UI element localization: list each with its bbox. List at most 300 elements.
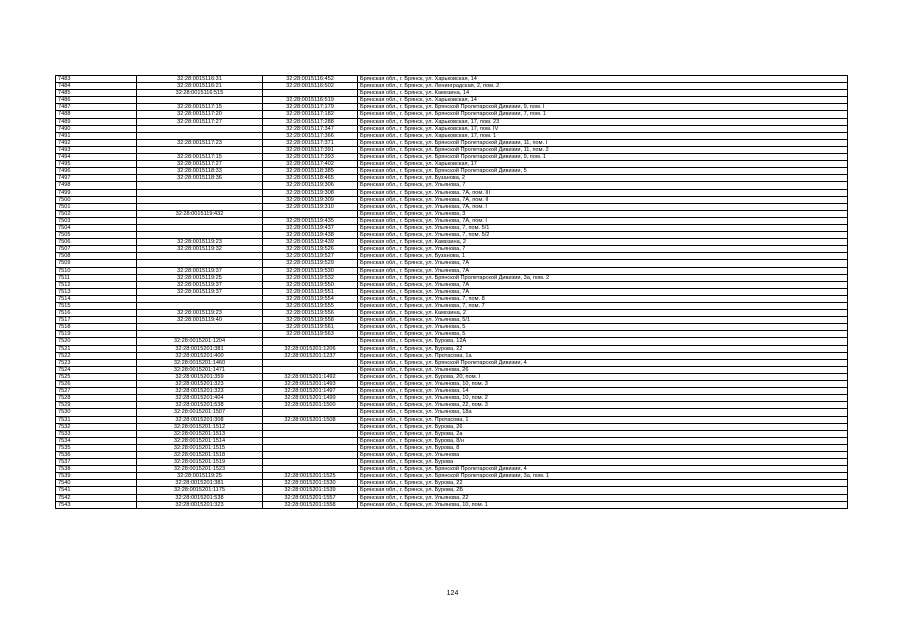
object-cadastral-number-cell: 32:28:0015118:385 bbox=[263, 168, 358, 175]
land-cadastral-number-cell: 32:28:0015118:36 bbox=[137, 175, 263, 182]
row-number-cell: 7530 bbox=[56, 409, 137, 416]
address-cell: Брянская обл., г. Брянск, ул. Брянской Пролетарской Дивизии, 7, пом. 1 bbox=[358, 111, 848, 118]
row-number-cell: 7510 bbox=[56, 267, 137, 274]
table-row bbox=[56, 416, 848, 423]
object-cadastral-number-cell bbox=[263, 90, 358, 97]
address-cell: Брянская обл., г. Брянск, ул. Ульянова, 3 bbox=[358, 210, 848, 217]
object-cadastral-number-cell bbox=[263, 430, 358, 437]
row-number-cell: 7503 bbox=[56, 217, 137, 224]
object-cadastral-number-cell: 32:28:0015119:309 bbox=[263, 196, 358, 203]
object-cadastral-number-cell: 32:28:0015117:371 bbox=[263, 139, 358, 146]
table-row bbox=[56, 146, 848, 153]
land-cadastral-number-cell: 32:28:0015201:1519 bbox=[137, 459, 263, 466]
address-cell: Брянская обл., г. Брянск, ул. Ульянова, 7А bbox=[358, 288, 848, 295]
row-number-cell: 7506 bbox=[56, 239, 137, 246]
object-cadastral-number-cell: 32:28:0015201:1237 bbox=[263, 352, 358, 359]
table-row bbox=[56, 352, 848, 359]
row-number-cell: 7542 bbox=[56, 494, 137, 501]
land-cadastral-number-cell: 32:28:0015117:15 bbox=[137, 154, 263, 161]
table-row bbox=[56, 501, 848, 508]
object-cadastral-number-cell: 32:28:0015119:558 bbox=[263, 317, 358, 324]
table-row bbox=[56, 487, 848, 494]
table-row bbox=[56, 303, 848, 310]
land-cadastral-number-cell: 32:28:0015119:40 bbox=[137, 317, 263, 324]
address-cell: Брянская обл., г. Брянск, ул. Ульянова, 10, пом. 2 bbox=[358, 395, 848, 402]
land-cadastral-number-cell bbox=[137, 189, 263, 196]
object-cadastral-number-cell: 32:28:0015201:1530 bbox=[263, 480, 358, 487]
object-cadastral-number-cell: 32:28:0015201:1558 bbox=[263, 501, 358, 508]
land-cadastral-number-cell bbox=[137, 260, 263, 267]
object-cadastral-number-cell: 32:28:0015201:1557 bbox=[263, 494, 358, 501]
row-number-cell: 7520 bbox=[56, 338, 137, 345]
row-number-cell: 7524 bbox=[56, 366, 137, 373]
row-number-cell: 7539 bbox=[56, 473, 137, 480]
object-cadastral-number-cell bbox=[263, 437, 358, 444]
object-cadastral-number-cell: 32:28:0015119:551 bbox=[263, 288, 358, 295]
row-number-cell: 7526 bbox=[56, 381, 137, 388]
object-cadastral-number-cell: 32:28:0015119:438 bbox=[263, 232, 358, 239]
row-number-cell: 7502 bbox=[56, 210, 137, 217]
row-number-cell: 7540 bbox=[56, 480, 137, 487]
land-cadastral-number-cell: 32:28:0015201:1523 bbox=[137, 466, 263, 473]
object-cadastral-number-cell: 32:28:0015201:1539 bbox=[263, 487, 358, 494]
object-cadastral-number-cell bbox=[263, 409, 358, 416]
table-row bbox=[56, 494, 848, 501]
row-number-cell: 7543 bbox=[56, 501, 137, 508]
address-cell: Брянская обл., г. Брянск, ул. Бузанова, 1 bbox=[358, 253, 848, 260]
row-number-cell: 7534 bbox=[56, 437, 137, 444]
row-number-cell: 7492 bbox=[56, 139, 137, 146]
land-cadastral-number-cell: 32:28:0015119:37 bbox=[137, 288, 263, 295]
row-number-cell: 7509 bbox=[56, 260, 137, 267]
address-cell: Брянская обл., г. Брянск, ул. Ульянова, 7А, пом. I bbox=[358, 217, 848, 224]
land-cadastral-number-cell: 32:28:0015201:1471 bbox=[137, 366, 263, 373]
address-cell: Брянская обл., г. Брянск, ул. Протасова, 1а bbox=[358, 352, 848, 359]
address-cell: Брянская обл., г. Брянск, ул. Бурова, 22 bbox=[358, 345, 848, 352]
table-row bbox=[56, 338, 848, 345]
table-row bbox=[56, 317, 848, 324]
object-cadastral-number-cell: 32:28:0015117:391 bbox=[263, 146, 358, 153]
row-number-cell: 7541 bbox=[56, 487, 137, 494]
object-cadastral-number-cell: 32:28:0015119:529 bbox=[263, 260, 358, 267]
address-cell: Брянская обл., г. Брянск, ул. Ульянова, 5/1 bbox=[358, 317, 848, 324]
address-cell: Брянская обл., г. Брянск, ул. Бузанова, 2 bbox=[358, 175, 848, 182]
row-number-cell: 7523 bbox=[56, 359, 137, 366]
row-number-cell: 7508 bbox=[56, 253, 137, 260]
address-cell: Брянская обл., г. Брянск, ул. Бурова, 26 bbox=[358, 423, 848, 430]
address-cell: Брянская обл., г. Брянск, ул. Харьковская, 17, пом. 1 bbox=[358, 132, 848, 139]
object-cadastral-number-cell: 32:28:0015119:554 bbox=[263, 295, 358, 302]
address-cell: Брянская обл., г. Брянск, ул. Камозина, 2 bbox=[358, 310, 848, 317]
row-number-cell: 7515 bbox=[56, 303, 137, 310]
address-cell: Брянская обл., г. Брянск, ул. Бурова, 2Б bbox=[358, 487, 848, 494]
address-cell: Брянская обл., г. Брянск, ул. Ульянова, 7, пом. 5/1 bbox=[358, 224, 848, 231]
table-row bbox=[56, 232, 848, 239]
address-cell: Брянская обл., г. Брянск, ул. Ульянова, 5 bbox=[358, 324, 848, 331]
row-number-cell: 7531 bbox=[56, 416, 137, 423]
object-cadastral-number-cell: 32:28:0015117:182 bbox=[263, 111, 358, 118]
address-cell: Брянская обл., г. Брянск, ул. Бурова, 8/н bbox=[358, 437, 848, 444]
row-number-cell: 7487 bbox=[56, 104, 137, 111]
row-number-cell: 7494 bbox=[56, 154, 137, 161]
address-cell: Брянская обл., г. Брянск, ул. Протасова, 1 bbox=[358, 416, 848, 423]
row-number-cell: 7525 bbox=[56, 373, 137, 380]
address-cell: Брянская обл., г. Брянск, ул. Ульянова, 18а bbox=[358, 409, 848, 416]
table-row bbox=[56, 402, 848, 409]
table-row bbox=[56, 182, 848, 189]
table-row bbox=[56, 437, 848, 444]
table-row bbox=[56, 281, 848, 288]
table-row bbox=[56, 224, 848, 231]
table-row bbox=[56, 246, 848, 253]
object-cadastral-number-cell bbox=[263, 423, 358, 430]
object-cadastral-number-cell: 32:28:0015201:1206 bbox=[263, 345, 358, 352]
land-cadastral-number-cell: 32:28:0015119:25 bbox=[137, 274, 263, 281]
land-cadastral-number-cell: 32:28:0015119:37 bbox=[137, 281, 263, 288]
object-cadastral-number-cell: 32:28:0015201:1492 bbox=[263, 373, 358, 380]
land-cadastral-number-cell: 32:28:0015116:515 bbox=[137, 90, 263, 97]
table-row bbox=[56, 168, 848, 175]
address-cell: Брянская обл., г. Брянск, ул. Бурова, 20, пом. I bbox=[358, 373, 848, 380]
address-cell: Брянская обл., г. Брянск, ул. Ульянова, 7А bbox=[358, 260, 848, 267]
table-row bbox=[56, 203, 848, 210]
land-cadastral-number-cell: 32:28:0015201:1512 bbox=[137, 423, 263, 430]
address-cell: Брянская обл., г. Брянск, ул. Ульянова, 10, пом. 3 bbox=[358, 381, 848, 388]
table-row bbox=[56, 253, 848, 260]
address-cell: Брянская обл., г. Брянск, ул. Ульянова, 7А, пом. II bbox=[358, 196, 848, 203]
address-cell: Брянская обл., г. Брянск, ул. Брянской Пролетарской Дивизии, 3а, пом. 1 bbox=[358, 473, 848, 480]
address-cell: Брянская обл., г. Брянск, ул. Брянской Пролетарской Дивизии, 5 bbox=[358, 168, 848, 175]
land-cadastral-number-cell: 32:28:0015116:21 bbox=[137, 83, 263, 90]
address-cell: Брянская обл., г. Брянск, ул. Ульянова, 7А, пом. I bbox=[358, 203, 848, 210]
row-number-cell: 7499 bbox=[56, 189, 137, 196]
land-cadastral-number-cell bbox=[137, 203, 263, 210]
table-row bbox=[56, 359, 848, 366]
row-number-cell: 7490 bbox=[56, 125, 137, 132]
object-cadastral-number-cell: 32:28:0015201:1500 bbox=[263, 402, 358, 409]
object-cadastral-number-cell: 32:28:0015201:1497 bbox=[263, 388, 358, 395]
object-cadastral-number-cell bbox=[263, 210, 358, 217]
table-row bbox=[56, 288, 848, 295]
land-cadastral-number-cell bbox=[137, 125, 263, 132]
address-cell: Брянская обл., г. Брянск, ул. Харьковская, 14 bbox=[358, 97, 848, 104]
land-cadastral-number-cell: 32:28:0015116:31 bbox=[137, 76, 263, 83]
land-cadastral-number-cell: 32:28:0015201:1175 bbox=[137, 487, 263, 494]
object-cadastral-number-cell: 32:28:0015201:1525 bbox=[263, 473, 358, 480]
land-cadastral-number-cell bbox=[137, 324, 263, 331]
object-cadastral-number-cell bbox=[263, 444, 358, 451]
address-cell: Брянская обл., г. Брянск, ул. Бурова, 12А bbox=[358, 338, 848, 345]
land-cadastral-number-cell bbox=[137, 253, 263, 260]
address-cell: Брянская обл., г. Брянск, ул. Брянской Пролетарской Дивизии, 3а, пом. 2 bbox=[358, 274, 848, 281]
row-number-cell: 7513 bbox=[56, 288, 137, 295]
row-number-cell: 7518 bbox=[56, 324, 137, 331]
table-row bbox=[56, 459, 848, 466]
address-cell: Брянская обл., г. Брянск, ул. Ульянова, 5 bbox=[358, 331, 848, 338]
table-row bbox=[56, 466, 848, 473]
row-number-cell: 7486 bbox=[56, 97, 137, 104]
table-row bbox=[56, 473, 848, 480]
land-cadastral-number-cell: 32:28:0015201:1515 bbox=[137, 444, 263, 451]
row-number-cell: 7493 bbox=[56, 146, 137, 153]
row-number-cell: 7504 bbox=[56, 224, 137, 231]
land-cadastral-number-cell: 32:28:0015201:538 bbox=[137, 402, 263, 409]
object-cadastral-number-cell: 32:28:0015117:402 bbox=[263, 161, 358, 168]
address-cell: Брянская обл., г. Брянск, ул. Брянской Пролетарской Дивизии, 11, пом. I bbox=[358, 139, 848, 146]
object-cadastral-number-cell: 32:28:0015119:527 bbox=[263, 253, 358, 260]
object-cadastral-number-cell: 32:28:0015119:526 bbox=[263, 246, 358, 253]
row-number-cell: 7507 bbox=[56, 246, 137, 253]
row-number-cell: 7517 bbox=[56, 317, 137, 324]
table-row bbox=[56, 217, 848, 224]
land-cadastral-number-cell: 32:28:0015119:32 bbox=[137, 246, 263, 253]
land-cadastral-number-cell bbox=[137, 196, 263, 203]
object-cadastral-number-cell bbox=[263, 466, 358, 473]
object-cadastral-number-cell: 32:28:0015119:437 bbox=[263, 224, 358, 231]
row-number-cell: 7485 bbox=[56, 90, 137, 97]
object-cadastral-number-cell bbox=[263, 451, 358, 458]
row-number-cell: 7496 bbox=[56, 168, 137, 175]
land-cadastral-number-cell: 32:28:0015201:1507 bbox=[137, 409, 263, 416]
object-cadastral-number-cell: 32:28:0015201:1499 bbox=[263, 395, 358, 402]
land-cadastral-number-cell bbox=[137, 146, 263, 153]
object-cadastral-number-cell: 32:28:0015117:288 bbox=[263, 118, 358, 125]
row-number-cell: 7495 bbox=[56, 161, 137, 168]
row-number-cell: 7491 bbox=[56, 132, 137, 139]
table-row bbox=[56, 111, 848, 118]
row-number-cell: 7522 bbox=[56, 352, 137, 359]
object-cadastral-number-cell: 32:28:0015201:1493 bbox=[263, 381, 358, 388]
table-row bbox=[56, 331, 848, 338]
land-cadastral-number-cell: 32:28:0015201:323 bbox=[137, 388, 263, 395]
table-row bbox=[56, 83, 848, 90]
address-cell: Брянская обл., г. Брянск, ул. Брянской Пролетарской Дивизии, 4 bbox=[358, 466, 848, 473]
land-cadastral-number-cell: 32:28:0015201:323 bbox=[137, 381, 263, 388]
object-cadastral-number-cell: 32:28:0015117:393 bbox=[263, 154, 358, 161]
table-row bbox=[56, 395, 848, 402]
land-cadastral-number-cell: 32:28:0015201:1514 bbox=[137, 437, 263, 444]
row-number-cell: 7527 bbox=[56, 388, 137, 395]
land-cadastral-number-cell bbox=[137, 331, 263, 338]
object-cadastral-number-cell: 32:28:0015119:439 bbox=[263, 239, 358, 246]
object-cadastral-number-cell: 32:28:0015116:519 bbox=[263, 97, 358, 104]
table-row bbox=[56, 324, 848, 331]
address-cell: Брянская обл., г. Брянск, ул. Харьковская, 17 bbox=[358, 161, 848, 168]
land-cadastral-number-cell: 32:28:0015201:404 bbox=[137, 395, 263, 402]
table-row bbox=[56, 381, 848, 388]
land-cadastral-number-cell bbox=[137, 132, 263, 139]
address-cell: Брянская обл., г. Брянск, ул. Бурова, 2а bbox=[358, 430, 848, 437]
row-number-cell: 7532 bbox=[56, 423, 137, 430]
row-number-cell: 7516 bbox=[56, 310, 137, 317]
table-row bbox=[56, 310, 848, 317]
land-cadastral-number-cell: 32:28:0015117:20 bbox=[137, 111, 263, 118]
land-cadastral-number-cell bbox=[137, 303, 263, 310]
row-number-cell: 7501 bbox=[56, 203, 137, 210]
table-row bbox=[56, 480, 848, 487]
land-cadastral-number-cell: 32:28:0015117:27 bbox=[137, 118, 263, 125]
address-cell: Брянская обл., г. Брянск, ул. Бурова, 8 bbox=[358, 444, 848, 451]
land-cadastral-number-cell: 32:28:0015201:359 bbox=[137, 373, 263, 380]
object-cadastral-number-cell: 32:28:0015117:179 bbox=[263, 104, 358, 111]
object-cadastral-number-cell: 32:28:0015119:563 bbox=[263, 331, 358, 338]
address-cell: Брянская обл., г. Брянск, ул. Ульянова, 7, пом. 7 bbox=[358, 303, 848, 310]
object-cadastral-number-cell: 32:28:0015119:435 bbox=[263, 217, 358, 224]
address-cell: Брянская обл., г. Брянск, ул. Ленинградская, 2, пом. 2 bbox=[358, 83, 848, 90]
address-cell: Брянская обл., г. Брянск, ул. Харьковская, 14 bbox=[358, 76, 848, 83]
row-number-cell: 7528 bbox=[56, 395, 137, 402]
table-row bbox=[56, 444, 848, 451]
table-row bbox=[56, 154, 848, 161]
land-cadastral-number-cell: 32:28:0015118:33 bbox=[137, 168, 263, 175]
table-row bbox=[56, 189, 848, 196]
row-number-cell: 7533 bbox=[56, 430, 137, 437]
table-row bbox=[56, 451, 848, 458]
land-cadastral-number-cell: 32:28:0015201:1513 bbox=[137, 430, 263, 437]
table-row bbox=[56, 388, 848, 395]
table-row bbox=[56, 409, 848, 416]
land-cadastral-number-cell bbox=[137, 182, 263, 189]
land-cadastral-number-cell: 32:28:0015201:400 bbox=[137, 352, 263, 359]
object-cadastral-number-cell bbox=[263, 359, 358, 366]
row-number-cell: 7489 bbox=[56, 118, 137, 125]
table-row bbox=[56, 125, 848, 132]
land-cadastral-number-cell: 32:28:0015119:432 bbox=[137, 210, 263, 217]
address-cell: Брянская обл., г. Брянск, ул. Ульянова, 22 bbox=[358, 494, 848, 501]
object-cadastral-number-cell: 32:28:0015119:550 bbox=[263, 281, 358, 288]
land-cadastral-number-cell: 32:28:0015201:381 bbox=[137, 345, 263, 352]
registry-table bbox=[55, 75, 848, 509]
row-number-cell: 7537 bbox=[56, 459, 137, 466]
object-cadastral-number-cell: 32:28:0015117:347 bbox=[263, 125, 358, 132]
address-cell: Брянская обл., г. Брянск, ул. Ульянова, 14 bbox=[358, 388, 848, 395]
row-number-cell: 7488 bbox=[56, 111, 137, 118]
address-cell: Брянская обл., г. Брянск, ул. Бурова, 22 bbox=[358, 480, 848, 487]
row-number-cell: 7514 bbox=[56, 295, 137, 302]
table-row bbox=[56, 97, 848, 104]
address-cell: Брянская обл., г. Брянск, ул. Ульянова, 7 bbox=[358, 182, 848, 189]
land-cadastral-number-cell: 32:28:0015119:37 bbox=[137, 267, 263, 274]
registry-table-body bbox=[56, 76, 848, 509]
table-row bbox=[56, 132, 848, 139]
land-cadastral-number-cell: 32:28:0015201:308 bbox=[137, 416, 263, 423]
land-cadastral-number-cell: 32:28:0015201:1460 bbox=[137, 359, 263, 366]
row-number-cell: 7498 bbox=[56, 182, 137, 189]
table-row bbox=[56, 274, 848, 281]
land-cadastral-number-cell bbox=[137, 224, 263, 231]
table-row bbox=[56, 239, 848, 246]
table-row bbox=[56, 267, 848, 274]
address-cell: Брянская обл., г. Брянск, ул. Харьковская, 17, пом. IV bbox=[358, 125, 848, 132]
address-cell: Брянская обл., г. Брянск, ул. Ульянова, 10, пом. 1 bbox=[358, 501, 848, 508]
table-row bbox=[56, 118, 848, 125]
address-cell: Брянская обл., г. Брянск, ул. Ульянова, 7А bbox=[358, 267, 848, 274]
row-number-cell: 7536 bbox=[56, 451, 137, 458]
address-cell: Брянская обл., г. Брянск, ул. Ульянова bbox=[358, 451, 848, 458]
address-cell: Брянская обл., г. Брянск, ул. Харьковская, 17, пом. 23 bbox=[358, 118, 848, 125]
land-cadastral-number-cell: 32:28:0015117:23 bbox=[137, 139, 263, 146]
object-cadastral-number-cell: 32:28:0015118:465 bbox=[263, 175, 358, 182]
table-row bbox=[56, 260, 848, 267]
object-cadastral-number-cell: 32:28:0015119:555 bbox=[263, 303, 358, 310]
land-cadastral-number-cell: 32:28:0015201:323 bbox=[137, 501, 263, 508]
object-cadastral-number-cell: 32:28:0015119:556 bbox=[263, 310, 358, 317]
object-cadastral-number-cell: 32:28:0015119:310 bbox=[263, 203, 358, 210]
address-cell: Брянская обл., г. Брянск, ул. Камозина, 2 bbox=[358, 239, 848, 246]
land-cadastral-number-cell: 32:28:0015119:25 bbox=[137, 473, 263, 480]
land-cadastral-number-cell: 32:28:0015201:1204 bbox=[137, 338, 263, 345]
object-cadastral-number-cell: 32:28:0015119:306 bbox=[263, 182, 358, 189]
table-row bbox=[56, 175, 848, 182]
address-cell: Брянская обл., г. Брянск, ул. Ульянова, 26 bbox=[358, 366, 848, 373]
land-cadastral-number-cell: 32:28:0015201:538 bbox=[137, 494, 263, 501]
table-row bbox=[56, 139, 848, 146]
row-number-cell: 7483 bbox=[56, 76, 137, 83]
row-number-cell: 7521 bbox=[56, 345, 137, 352]
land-cadastral-number-cell: 32:28:0015117:27 bbox=[137, 161, 263, 168]
address-cell: Брянская обл., г. Брянск, ул. Брянской Пролетарской Дивизии, 9, пом. 1 bbox=[358, 154, 848, 161]
land-cadastral-number-cell bbox=[137, 217, 263, 224]
table-row bbox=[56, 366, 848, 373]
row-number-cell: 7511 bbox=[56, 274, 137, 281]
land-cadastral-number-cell: 32:28:0015201:381 bbox=[137, 480, 263, 487]
land-cadastral-number-cell bbox=[137, 97, 263, 104]
table-row bbox=[56, 90, 848, 97]
address-cell: Брянская обл., г. Брянск, ул. Ульянова, 22, пом. 3 bbox=[358, 402, 848, 409]
table-row bbox=[56, 345, 848, 352]
address-cell: Брянская обл., г. Брянск, ул. Камозина, 14 bbox=[358, 90, 848, 97]
row-number-cell: 7500 bbox=[56, 196, 137, 203]
land-cadastral-number-cell: 32:28:0015117:15 bbox=[137, 104, 263, 111]
address-cell: Брянская обл., г. Брянск, ул. Брянской Пролетарской Дивизии, 4 bbox=[358, 359, 848, 366]
object-cadastral-number-cell bbox=[263, 366, 358, 373]
object-cadastral-number-cell: 32:28:0015116:502 bbox=[263, 83, 358, 90]
row-number-cell: 7484 bbox=[56, 83, 137, 90]
object-cadastral-number-cell: 32:28:0015201:1508 bbox=[263, 416, 358, 423]
address-cell: Брянская обл., г. Брянск, ул. Брянской Пролетарской Дивизии, 9, пом. I bbox=[358, 104, 848, 111]
land-cadastral-number-cell: 32:28:0015119:23 bbox=[137, 239, 263, 246]
address-cell: Брянская обл., г. Брянск, ул. Бурова bbox=[358, 459, 848, 466]
table-row bbox=[56, 196, 848, 203]
object-cadastral-number-cell bbox=[263, 338, 358, 345]
address-cell: Брянская обл., г. Брянск, ул. Ульянова, 7А, пом. III bbox=[358, 189, 848, 196]
object-cadastral-number-cell: 32:28:0015119:530 bbox=[263, 267, 358, 274]
object-cadastral-number-cell: 32:28:0015116:452 bbox=[263, 76, 358, 83]
row-number-cell: 7529 bbox=[56, 402, 137, 409]
object-cadastral-number-cell: 32:28:0015119:561 bbox=[263, 324, 358, 331]
row-number-cell: 7512 bbox=[56, 281, 137, 288]
row-number-cell: 7519 bbox=[56, 331, 137, 338]
row-number-cell: 7538 bbox=[56, 466, 137, 473]
table-row bbox=[56, 295, 848, 302]
table-row bbox=[56, 76, 848, 83]
object-cadastral-number-cell: 32:28:0015117:366 bbox=[263, 132, 358, 139]
object-cadastral-number-cell bbox=[263, 459, 358, 466]
address-cell: Брянская обл., г. Брянск, ул. Брянской Пролетарской Дивизии, 11, пом. 2 bbox=[358, 146, 848, 153]
land-cadastral-number-cell bbox=[137, 295, 263, 302]
land-cadastral-number-cell: 32:28:0015201:1518 bbox=[137, 451, 263, 458]
address-cell: Брянская обл., г. Брянск, ул. Ульянова, 7, пом. 5/2 bbox=[358, 232, 848, 239]
object-cadastral-number-cell: 32:28:0015119:532 bbox=[263, 274, 358, 281]
object-cadastral-number-cell: 32:28:0015119:308 bbox=[263, 189, 358, 196]
land-cadastral-number-cell bbox=[137, 232, 263, 239]
page-number: 124 bbox=[446, 590, 459, 597]
table-row bbox=[56, 373, 848, 380]
table-row bbox=[56, 104, 848, 111]
table-row bbox=[56, 430, 848, 437]
address-cell: Брянская обл., г. Брянск, ул. Ульянова, 7 bbox=[358, 246, 848, 253]
table-row bbox=[56, 210, 848, 217]
